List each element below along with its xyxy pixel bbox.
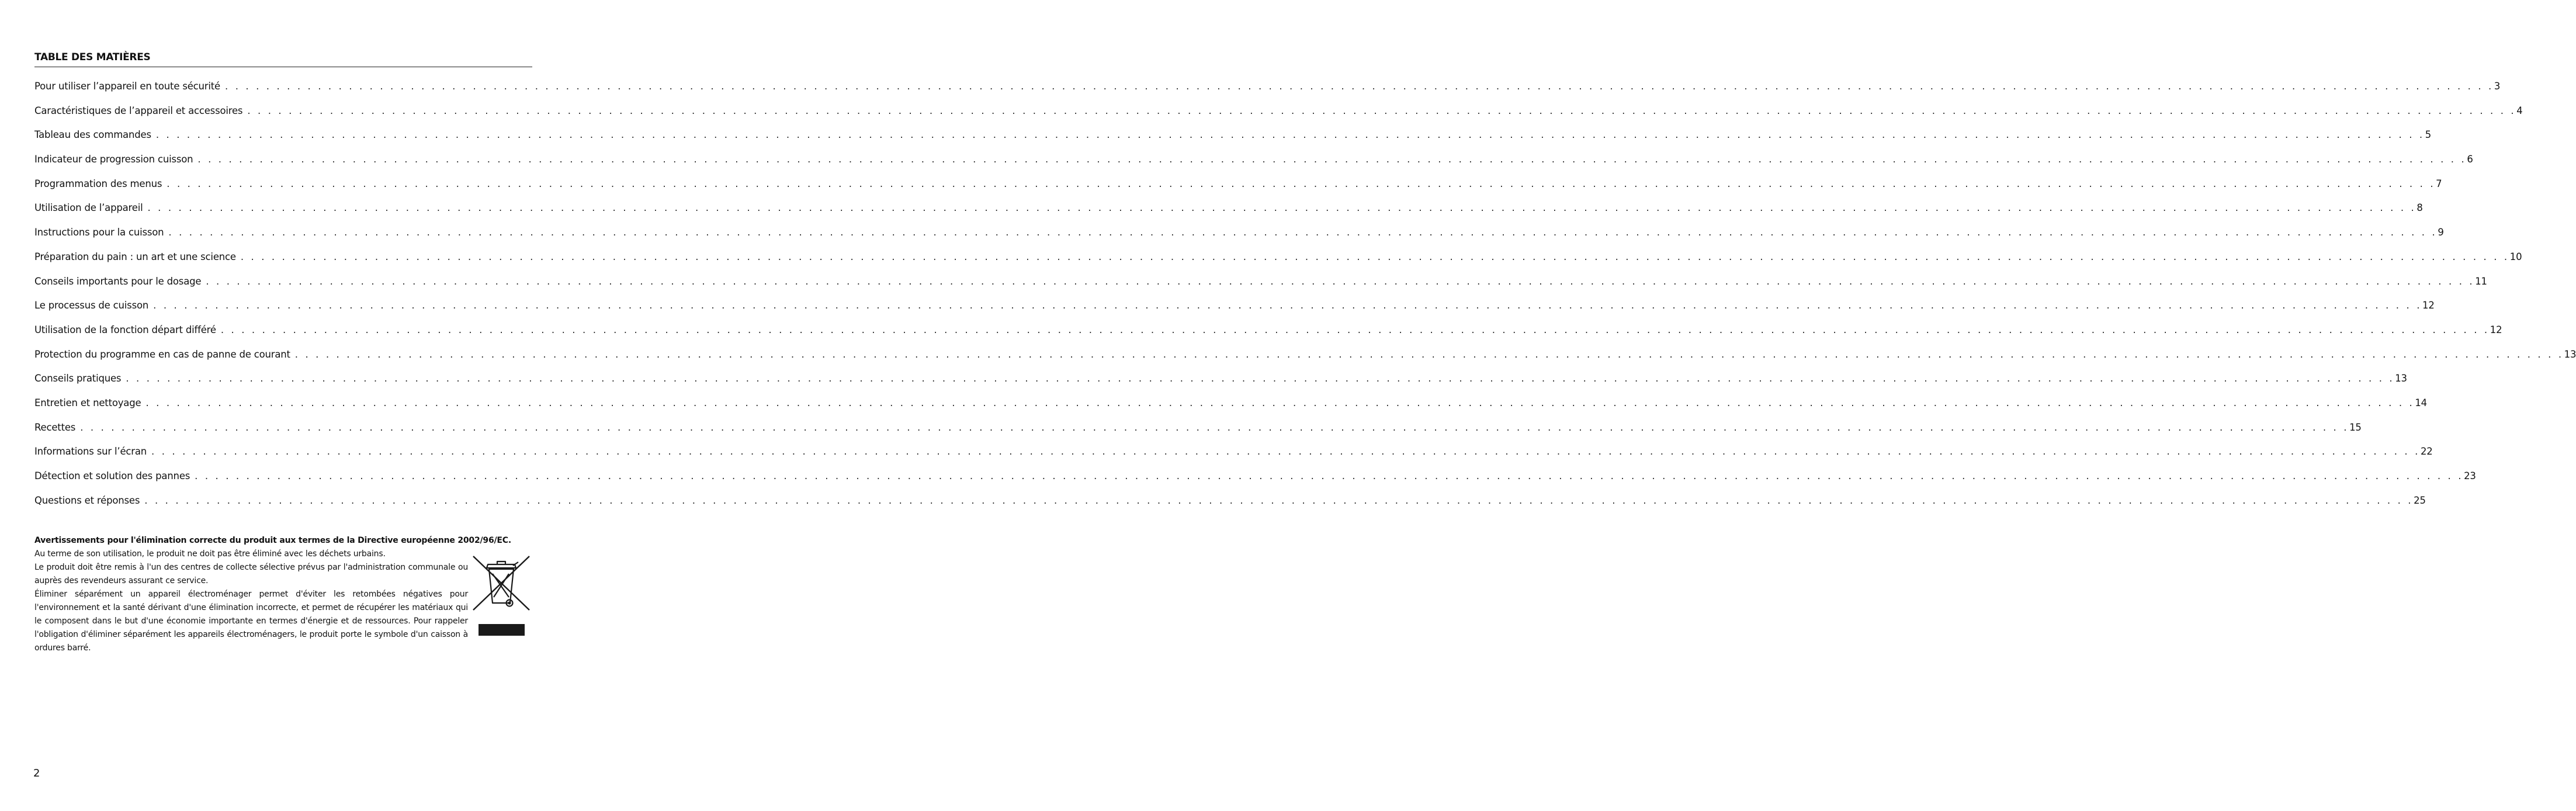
- toc-entry-label: Utilisation de la fonction départ différé: [34, 324, 216, 335]
- toc-entry-page: 15: [2349, 421, 2362, 433]
- toc-entry-page: 13: [2564, 348, 2576, 360]
- toc-entry-page: 9: [2438, 227, 2444, 238]
- notice-title: Avertissements pour l'élimination correcte du produit aux termes de la Directive européenne 2002/96/EC.: [34, 536, 511, 545]
- toc-entry-label: Indicateur de progression cuisson: [34, 154, 193, 165]
- toc-entry-label: Conseils importants pour le dosage: [34, 275, 202, 287]
- toc-title: TABLE DES MATIÈRES: [34, 51, 151, 63]
- crossed-out-wheelie-bin-icon: [472, 554, 531, 637]
- toc-dot-leader: . . . . . . . . . . . . . . . . . . . . . . . . . . . . . . . . . . . . . . . . . . . . . . . . . . . . . . . . . . . . . . . . . . . . . . . . . . . . . . . . . . . . . . . . . . . . . . . . . . . . . . . . . . . . . . . . . . . . . . . . . . . . . . . . . . . . . . . . . . . . . . . . . . . . . . . . . . . . . . . . . . . . . . . . . . . . . . . . . . . . . . . . . . . . . . . . . . . . . . . . . . . . . . . . . . . . . . . . . . . .: [153, 300, 2422, 311]
- toc-dot-leader: . . . . . . . . . . . . . . . . . . . . . . . . . . . . . . . . . . . . . . . . . . . . . . . . . . . . . . . . . . . . . . . . . . . . . . . . . . . . . . . . . . . . . . . . . . . . . . . . . . . . . . . . . . . . . . . . . . . . . . . . . . . . . . . . . . . . . . . . . . . . . . . . . . . . . . . . . . . . . . . . . . . . . . . . . . . . . . . . . . . . . . . . . . . . . . . . . . . . . . . . . . . . . . . . . . . . . . . . . . . .: [220, 324, 2490, 335]
- toc-entry: [34, 300, 2435, 324]
- toc-entry-page: 25: [2414, 494, 2426, 506]
- toc-dot-leader: . . . . . . . . . . . . . . . . . . . . . . . . . . . . . . . . . . . . . . . . . . . . . . . . . . . . . . . . . . . . . . . . . . . . . . . . . . . . . . . . . . . . . . . . . . . . . . . . . . . . . . . . . . . . . . . . . . . . . . . . . . . . . . . . . . . . . . . . . . . . . . . . . . . . . . . . . . . . . . . . . . . . . . . . . . . . . . . . . . . . . . . . . . . . . . . . . . . . . . . . . . . . . . . . . . . . . . . . . . . .: [206, 275, 2475, 287]
- disposal-notice: [34, 534, 511, 655]
- toc-entry: [34, 470, 2476, 495]
- toc-dot-leader: . . . . . . . . . . . . . . . . . . . . . . . . . . . . . . . . . . . . . . . . . . . . . . . . . . . . . . . . . . . . . . . . . . . . . . . . . . . . . . . . . . . . . . . . . . . . . . . . . . . . . . . . . . . . . . . . . . . . . . . . . . . . . . . . . . . . . . . . . . . . . . . . . . . . . . . . . . . . . . . . . . . . . . . . . . . . . . . . . . . . . . . . . . . . . . . . . . . . . . . . . . . . . . . . . . . . . . . . . . . .: [168, 227, 2438, 238]
- toc-entry: [34, 251, 2522, 276]
- toc-entry: [34, 324, 2502, 349]
- toc-dot-leader: . . . . . . . . . . . . . . . . . . . . . . . . . . . . . . . . . . . . . . . . . . . . . . . . . . . . . . . . . . . . . . . . . . . . . . . . . . . . . . . . . . . . . . . . . . . . . . . . . . . . . . . . . . . . . . . . . . . . . . . . . . . . . . . . . . . . . . . . . . . . . . . . . . . . . . . . . . . . . . . . . . . . . . . . . . . . . . . . . . . . . . . . . . . . . . . . . . . . . . . . . . . . . . . . . . . . . . . . . . . .: [80, 421, 2349, 433]
- toc-dot-leader: . . . . . . . . . . . . . . . . . . . . . . . . . . . . . . . . . . . . . . . . . . . . . . . . . . . . . . . . . . . . . . . . . . . . . . . . . . . . . . . . . . . . . . . . . . . . . . . . . . . . . . . . . . . . . . . . . . . . . . . . . . . . . . . . . . . . . . . . . . . . . . . . . . . . . . . . . . . . . . . . . . . . . . . . . . . . . . . . . . . . . . . . . . . . . . . . . . . . . . . . . . . . . . . . . . . . . . . . . . . .: [147, 202, 2416, 214]
- toc-entry-page: 12: [2422, 300, 2435, 311]
- toc-entry-page: 8: [2416, 202, 2423, 214]
- toc-dot-leader: . . . . . . . . . . . . . . . . . . . . . . . . . . . . . . . . . . . . . . . . . . . . . . . . . . . . . . . . . . . . . . . . . . . . . . . . . . . . . . . . . . . . . . . . . . . . . . . . . . . . . . . . . . . . . . . . . . . . . . . . . . . . . . . . . . . . . . . . . . . . . . . . . . . . . . . . . . . . . . . . . . . . . . . . . . . . . . . . . . . . . . . . . . . . . . . . . . . . . . . . . . . . . . . . . . . . . . . . . . . .: [151, 446, 2420, 458]
- toc-entry-label: Préparation du pain : un art et une science: [34, 251, 236, 262]
- toc-entry-label: Conseils pratiques: [34, 373, 122, 384]
- notice-paragraph-1: Au terme de son utilisation, le produit ne doit pas être éliminé avec les déchets urbains.: [34, 549, 386, 559]
- toc-entry-page: 4: [2516, 105, 2523, 116]
- toc-entry-page: 10: [2509, 251, 2522, 262]
- toc-entry-page: 5: [2425, 129, 2432, 141]
- toc-dot-leader: . . . . . . . . . . . . . . . . . . . . . . . . . . . . . . . . . . . . . . . . . . . . . . . . . . . . . . . . . . . . . . . . . . . . . . . . . . . . . . . . . . . . . . . . . . . . . . . . . . . . . . . . . . . . . . . . . . . . . . . . . . . . . . . . . . . . . . . . . . . . . . . . . . . . . . . . . . . . . . . . . . . . . . . . . . . . . . . . . . . . . . . . . . . . . . . . . . . . . . . . . . . . . . . . . . . . . . . . . . . .: [240, 251, 2509, 262]
- toc-entry-page: 6: [2467, 154, 2473, 165]
- toc-dot-leader: . . . . . . . . . . . . . . . . . . . . . . . . . . . . . . . . . . . . . . . . . . . . . . . . . . . . . . . . . . . . . . . . . . . . . . . . . . . . . . . . . . . . . . . . . . . . . . . . . . . . . . . . . . . . . . . . . . . . . . . . . . . . . . . . . . . . . . . . . . . . . . . . . . . . . . . . . . . . . . . . . . . . . . . . . . . . . . . . . . . . . . . . . . . . . . . . . . . . . . . . . . . . . . . . . . . . . . . . . . . .: [294, 348, 2564, 360]
- toc-entry-label: Détection et solution des pannes: [34, 470, 190, 481]
- toc-dot-leader: . . . . . . . . . . . . . . . . . . . . . . . . . . . . . . . . . . . . . . . . . . . . . . . . . . . . . . . . . . . . . . . . . . . . . . . . . . . . . . . . . . . . . . . . . . . . . . . . . . . . . . . . . . . . . . . . . . . . . . . . . . . . . . . . . . . . . . . . . . . . . . . . . . . . . . . . . . . . . . . . . . . . . . . . . . . . . . . . . . . . . . . . . . . . . . . . . . . . . . . . . . . . . . . . . . . . . . . . . . . .: [225, 81, 2494, 92]
- toc-entry-page: 11: [2475, 275, 2487, 287]
- toc-entry-label: Recettes: [34, 421, 76, 433]
- toc-dot-leader: . . . . . . . . . . . . . . . . . . . . . . . . . . . . . . . . . . . . . . . . . . . . . . . . . . . . . . . . . . . . . . . . . . . . . . . . . . . . . . . . . . . . . . . . . . . . . . . . . . . . . . . . . . . . . . . . . . . . . . . . . . . . . . . . . . . . . . . . . . . . . . . . . . . . . . . . . . . . . . . . . . . . . . . . . . . . . . . . . . . . . . . . . . . . . . . . . . . . . . . . . . . . . . . . . . . . . . . . . . . .: [144, 494, 2414, 506]
- toc-entry-label: Entretien et nettoyage: [34, 397, 141, 408]
- weee-bar: [479, 624, 525, 636]
- toc-entry: [34, 348, 2576, 373]
- notice-paragraph-3: Éliminer séparément un appareil électroménager permet d'éviter les retombées négatives pour l'environnement et la santé dérivant d'une élimination incorrecte, et permet de récupérer les matériaux qui le composent dans le but d'une économie importante en termes d'énergie et de ressources. Pour rappeler l'obligation d'éliminer séparément les appareils électroménagers, le produit porte le symbole d'un caisson à ordures barré.: [34, 590, 468, 653]
- toc-entry-page: 7: [2436, 178, 2442, 189]
- toc-entry: [34, 494, 2426, 519]
- toc-entry: [34, 397, 2427, 422]
- toc-dot-leader: . . . . . . . . . . . . . . . . . . . . . . . . . . . . . . . . . . . . . . . . . . . . . . . . . . . . . . . . . . . . . . . . . . . . . . . . . . . . . . . . . . . . . . . . . . . . . . . . . . . . . . . . . . . . . . . . . . . . . . . . . . . . . . . . . . . . . . . . . . . . . . . . . . . . . . . . . . . . . . . . . . . . . . . . . . . . . . . . . . . . . . . . . . . . . . . . . . . . . . . . . . . . . . . . . . . . . . . . . . . .: [197, 154, 2467, 165]
- toc-entry: [34, 446, 2433, 470]
- toc-entry-label: Pour utiliser l’appareil en toute sécurité: [34, 81, 220, 92]
- toc-entry: [34, 421, 2362, 446]
- toc-entry-page: 13: [2395, 373, 2407, 384]
- toc-entry: [34, 129, 2432, 154]
- toc-entry-label: Le processus de cuisson: [34, 300, 149, 311]
- toc-dot-leader: . . . . . . . . . . . . . . . . . . . . . . . . . . . . . . . . . . . . . . . . . . . . . . . . . . . . . . . . . . . . . . . . . . . . . . . . . . . . . . . . . . . . . . . . . . . . . . . . . . . . . . . . . . . . . . . . . . . . . . . . . . . . . . . . . . . . . . . . . . . . . . . . . . . . . . . . . . . . . . . . . . . . . . . . . . . . . . . . . . . . . . . . . . . . . . . . . . . . . . . . . . . . . . . . . . . . . . . . . . . .: [247, 105, 2516, 116]
- toc-dot-leader: . . . . . . . . . . . . . . . . . . . . . . . . . . . . . . . . . . . . . . . . . . . . . . . . . . . . . . . . . . . . . . . . . . . . . . . . . . . . . . . . . . . . . . . . . . . . . . . . . . . . . . . . . . . . . . . . . . . . . . . . . . . . . . . . . . . . . . . . . . . . . . . . . . . . . . . . . . . . . . . . . . . . . . . . . . . . . . . . . . . . . . . . . . . . . . . . . . . . . . . . . . . . . . . . . . . . . . . . . . . .: [167, 178, 2436, 189]
- toc-entry-label: Utilisation de l’appareil: [34, 202, 143, 214]
- toc-entry-label: Tableau des commandes: [34, 129, 151, 141]
- toc-entry-page: 3: [2494, 81, 2501, 92]
- page-number: 2: [33, 767, 40, 779]
- toc-entry: [34, 202, 2423, 227]
- toc-entry: [34, 178, 2442, 203]
- toc-entry: [34, 105, 2523, 130]
- toc-entry-label: Informations sur l’écran: [34, 446, 147, 458]
- toc-dot-leader: . . . . . . . . . . . . . . . . . . . . . . . . . . . . . . . . . . . . . . . . . . . . . . . . . . . . . . . . . . . . . . . . . . . . . . . . . . . . . . . . . . . . . . . . . . . . . . . . . . . . . . . . . . . . . . . . . . . . . . . . . . . . . . . . . . . . . . . . . . . . . . . . . . . . . . . . . . . . . . . . . . . . . . . . . . . . . . . . . . . . . . . . . . . . . . . . . . . . . . . . . . . . . . . . . . . . . . . . . . . .: [145, 397, 2415, 408]
- toc-entry-page: 12: [2490, 324, 2502, 335]
- toc-entry: [34, 275, 2487, 300]
- toc-entry-label: Caractéristiques de l’appareil et accessoires: [34, 105, 243, 116]
- toc-entry-label: Questions et réponses: [34, 494, 140, 506]
- toc-entry-label: Programmation des menus: [34, 178, 162, 189]
- toc-entry: [34, 81, 2501, 105]
- toc-list: [34, 81, 2576, 519]
- toc-entry-label: Protection du programme en cas de panne de courant: [34, 348, 290, 360]
- toc-dot-leader: . . . . . . . . . . . . . . . . . . . . . . . . . . . . . . . . . . . . . . . . . . . . . . . . . . . . . . . . . . . . . . . . . . . . . . . . . . . . . . . . . . . . . . . . . . . . . . . . . . . . . . . . . . . . . . . . . . . . . . . . . . . . . . . . . . . . . . . . . . . . . . . . . . . . . . . . . . . . . . . . . . . . . . . . . . . . . . . . . . . . . . . . . . . . . . . . . . . . . . . . . . . . . . . . . . . . . . . . . . . .: [126, 373, 2395, 384]
- toc-entry-label: Instructions pour la cuisson: [34, 227, 164, 238]
- toc-entry-page: 22: [2420, 446, 2433, 458]
- toc-entry-page: 14: [2415, 397, 2427, 408]
- toc-entry-page: 23: [2464, 470, 2476, 481]
- notice-paragraph-2: Le produit doit être remis à l'un des centres de collecte sélective prévus par l'administration communale ou auprès des revendeurs assurant ce service.: [34, 563, 468, 585]
- toc-entry: [34, 227, 2444, 251]
- toc-dot-leader: . . . . . . . . . . . . . . . . . . . . . . . . . . . . . . . . . . . . . . . . . . . . . . . . . . . . . . . . . . . . . . . . . . . . . . . . . . . . . . . . . . . . . . . . . . . . . . . . . . . . . . . . . . . . . . . . . . . . . . . . . . . . . . . . . . . . . . . . . . . . . . . . . . . . . . . . . . . . . . . . . . . . . . . . . . . . . . . . . . . . . . . . . . . . . . . . . . . . . . . . . . . . . . . . . . . . . . . . . . . .: [195, 470, 2464, 481]
- toc-entry: [34, 373, 2407, 397]
- toc-dot-leader: . . . . . . . . . . . . . . . . . . . . . . . . . . . . . . . . . . . . . . . . . . . . . . . . . . . . . . . . . . . . . . . . . . . . . . . . . . . . . . . . . . . . . . . . . . . . . . . . . . . . . . . . . . . . . . . . . . . . . . . . . . . . . . . . . . . . . . . . . . . . . . . . . . . . . . . . . . . . . . . . . . . . . . . . . . . . . . . . . . . . . . . . . . . . . . . . . . . . . . . . . . . . . . . . . . . . . . . . . . . .: [155, 129, 2425, 141]
- toc-entry: [34, 154, 2473, 178]
